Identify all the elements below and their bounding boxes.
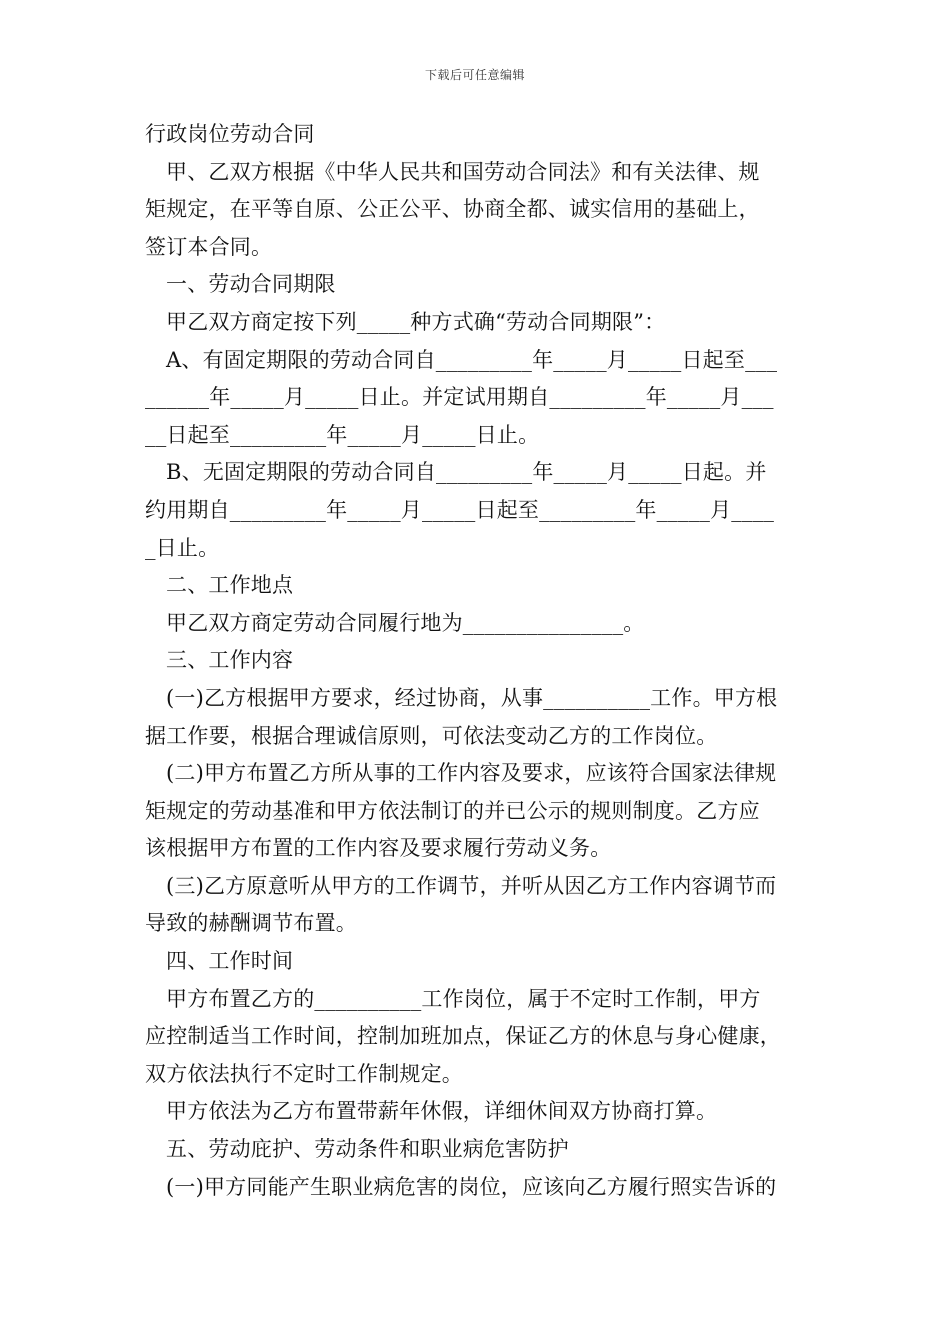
paragraph-line: __日起至_________年_____月_____日止。 [145, 422, 540, 447]
paragraph-line: ______年_____月_____日止。并定试用期自_________年_____月___ [145, 385, 774, 410]
paragraph-line: 甲乙双方商定按下列_____种方式确“劳动合同期限”： [166, 309, 666, 334]
document-title: 行政岗位劳动合同 [145, 122, 315, 146]
section-heading-hours: 四、工作时间 [166, 949, 294, 974]
paragraph-line: B、无固定期限的劳动合同自_________年_____月_____日起。并 [166, 460, 767, 485]
paragraph-line: 据工作要，根据合理诚信原则，可依法变动乙方的工作岗位。 [145, 723, 718, 748]
paragraph-line: (一)乙方根据甲方要求，经过协商，从事__________工作。甲方根 [166, 685, 778, 710]
preamble-line: 矩规定，在平等自原、公正公平、协商全都、诚实信用的基础上， [145, 197, 760, 222]
paragraph-line: (一)甲方同能产生职业病危害的岗位，应该向乙方履行照实告诉的 [166, 1174, 777, 1199]
paragraph-line: _日止。 [145, 535, 220, 560]
paragraph-line: 应控制适当工作时间，控制加班加点，保证乙方的休息与身心健康， [145, 1024, 781, 1049]
section-heading-content: 三、工作内容 [166, 648, 294, 673]
paragraph-line: 矩规定的劳动基准和甲方依法制订的并已公示的规则制度。乙方应 [145, 798, 760, 823]
paragraph-line: 甲方依法为乙方布置带薪年休假，详细休间双方协商打算。 [166, 1099, 718, 1124]
paragraph-line: A、有固定期限的劳动合同自_________年_____月_____日起至___ [166, 347, 778, 372]
paragraph-line: 甲方布置乙方的__________工作岗位，属于不定时工作制，甲方 [166, 986, 761, 1011]
paragraph-line: (二)甲方布置乙方所从事的工作内容及要求，应该符合国家法律规 [166, 761, 777, 786]
section-heading-term: 一、劳动合同期限 [166, 272, 336, 297]
paragraph-line: 约用期自_________年_____月_____日起至_________年_____月____ [145, 497, 775, 522]
preamble-line: 甲、乙双方根据《中华人民共和国劳动合同法》和有关法律、规 [166, 159, 760, 184]
section-heading-location: 二、工作地点 [166, 573, 294, 598]
paragraph-line: 甲乙双方商定劳动合同履行地为_______________。 [166, 610, 645, 635]
paragraph-line: 导致的赫酬调节布置。 [145, 911, 357, 936]
paragraph-line: 该根据甲方布置的工作内容及要求履行劳动义务。 [145, 836, 612, 861]
preamble-line: 签订本合同。 [145, 234, 273, 259]
paragraph-line: (三)乙方原意听从甲方的工作调节，并听从因乙方工作内容调节而 [166, 873, 777, 898]
document-body [145, 116, 813, 1206]
section-heading-protection: 五、劳动庇护、劳动条件和职业病危害防护 [166, 1137, 569, 1162]
page-header: 下载后可任意编辑 [424, 68, 525, 82]
paragraph-line: 双方依法执行不定时工作制规定。 [145, 1061, 463, 1086]
